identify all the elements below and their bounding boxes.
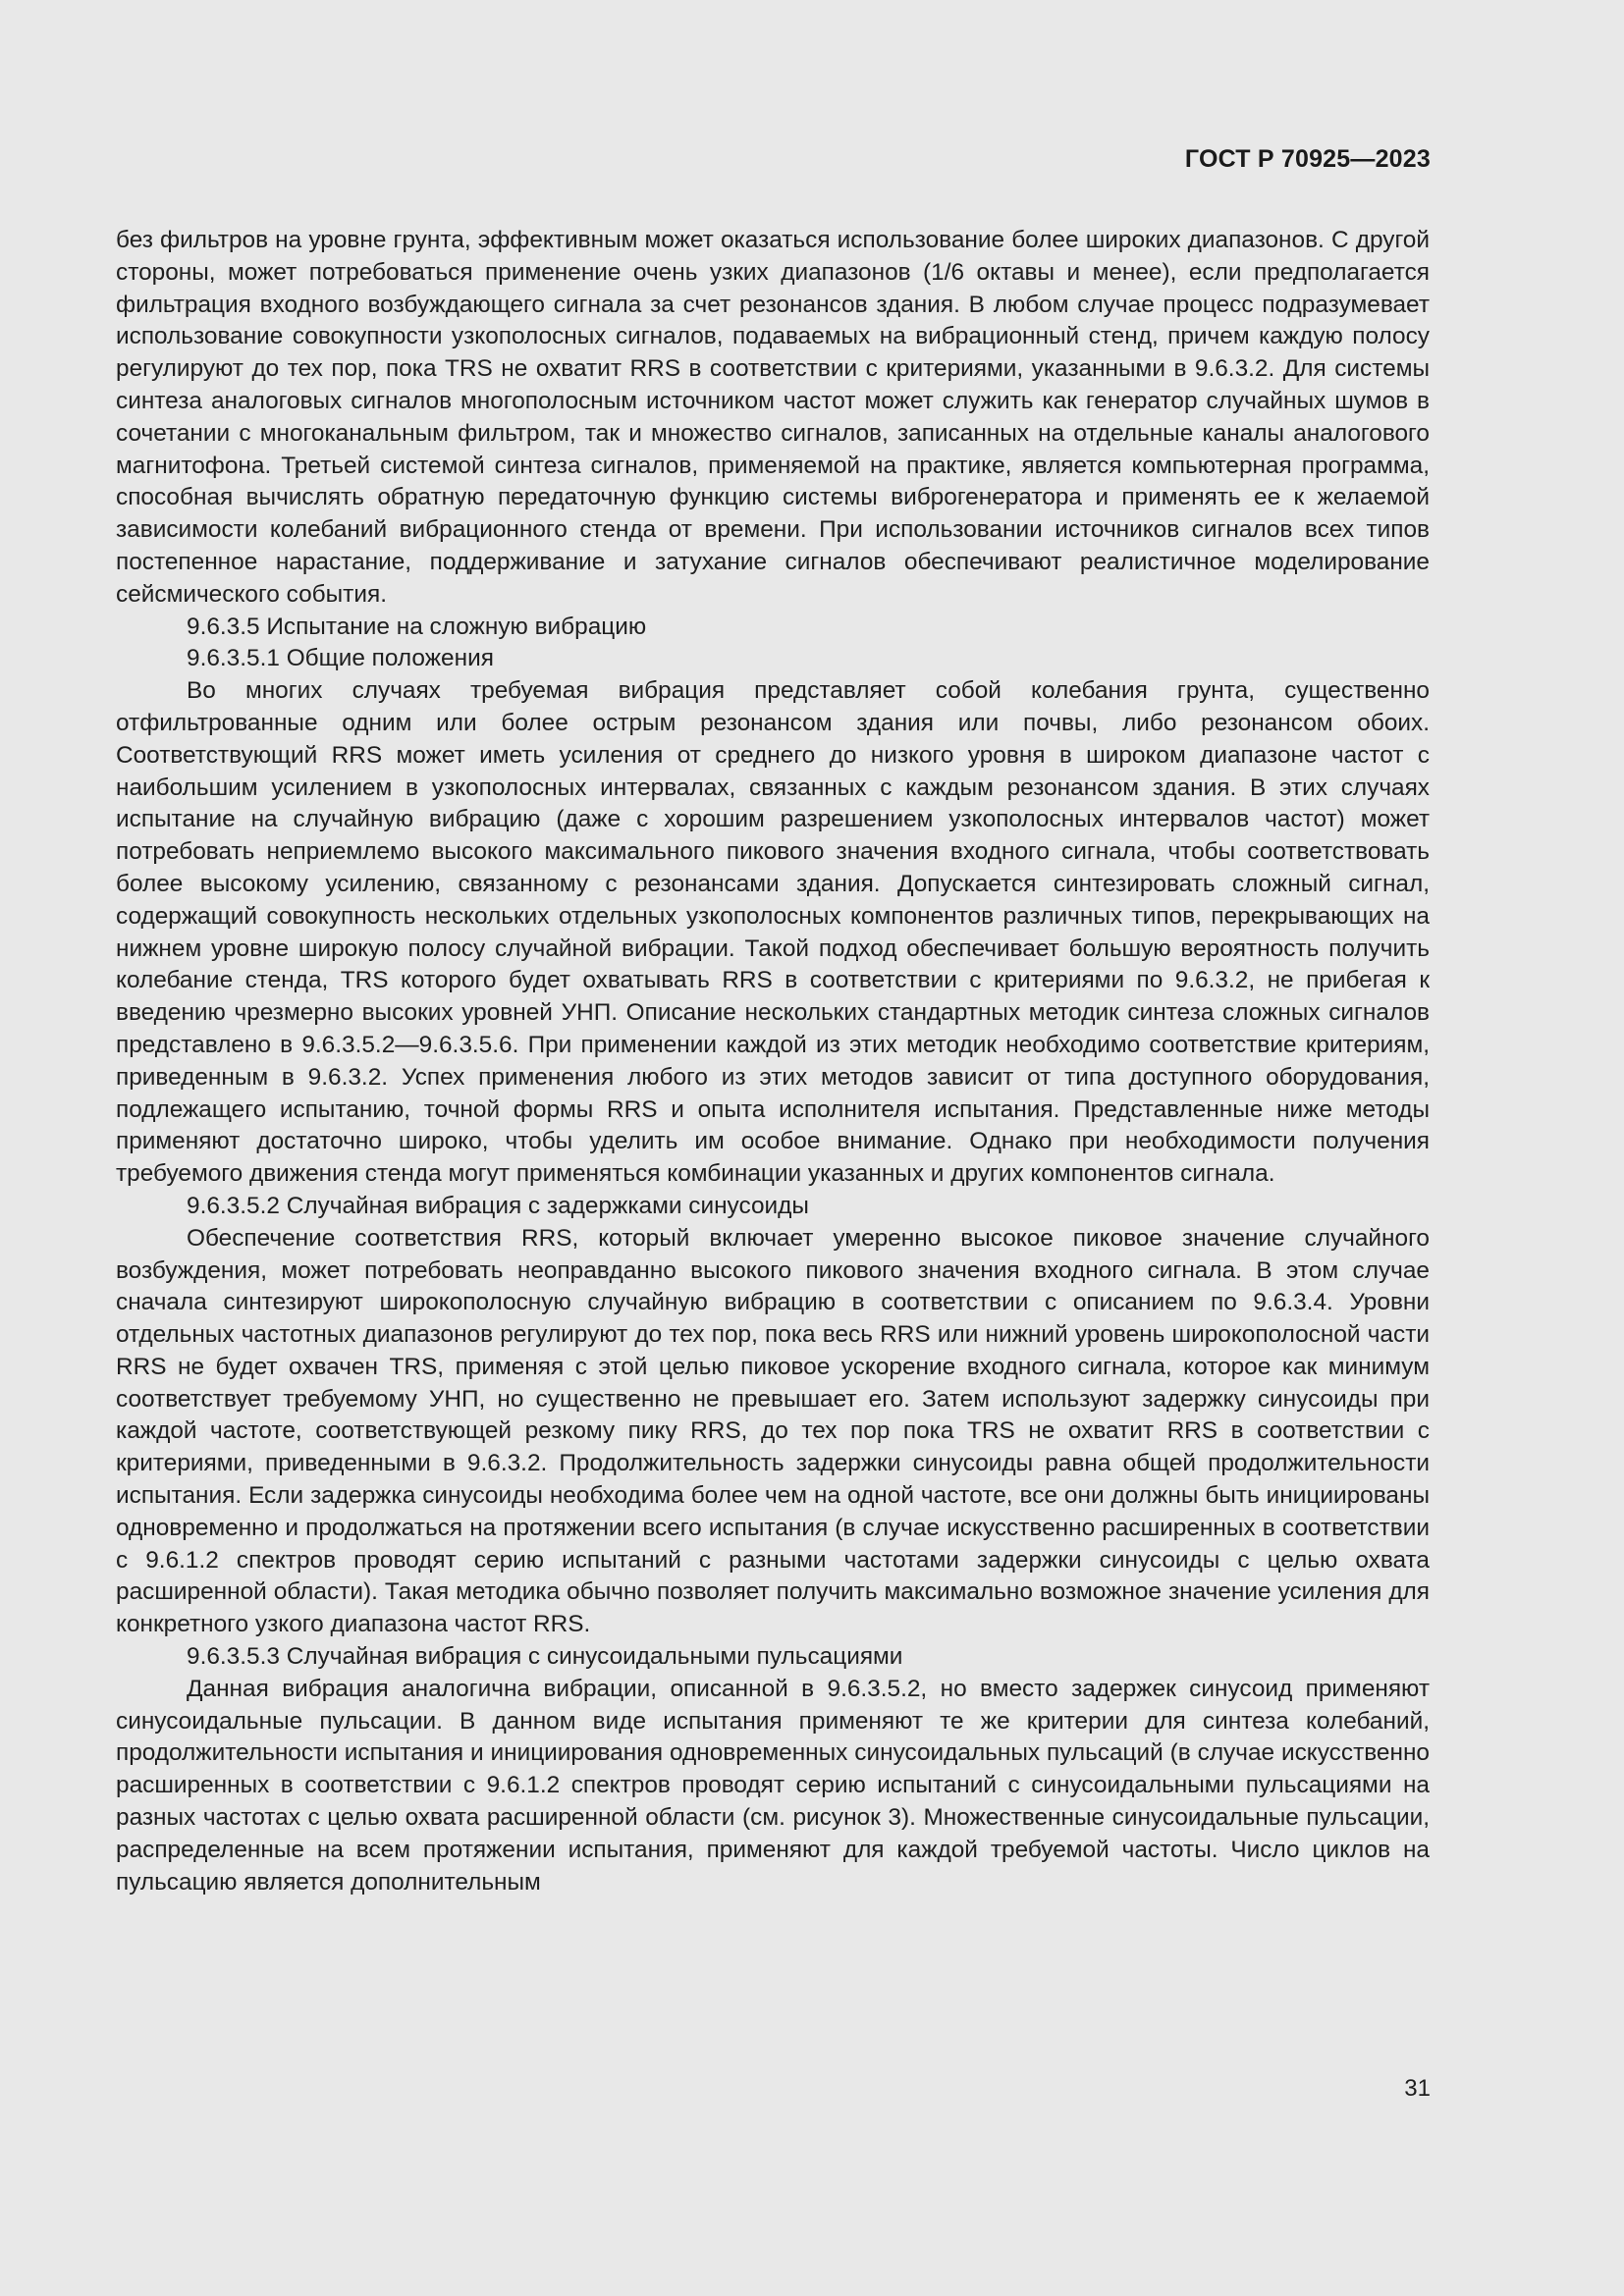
document-body xyxy=(116,225,1430,1898)
paragraph-sine-beats: Данная вибрация аналогична вибрации, описанной в 9.6.3.5.2, но вместо задержек синусоид применяют синусоидальные пульсации. В данном виде испытания применяют те же критерии для синтеза колебаний, продолжительности испытания и инициирования одновременных синусоидальных пульсаций (в случае искусственно расширенных в соответствии с 9.6.1.2 спектров проводят серию испытаний с синусоидальными пульсациями на разных частотах с целью охвата расширенной области (см. рисунок 3). Множественные синусоидальные пульсации, распределенные на всем протяжении испытания, применяют для каждой требуемой частоты. Число циклов на пульсацию является дополнительным xyxy=(116,1675,1430,1896)
section-heading-9-6-3-5-1: 9.6.3.5.1 Общие положения xyxy=(187,645,494,672)
paragraph-continuation: без фильтров на уровне грунта, эффективным может оказаться использование более широких диапазонов. С другой стороны, может потребоваться применение очень узких диапазонов (1/6 октавы и менее), если предполагается фильтрация входного возбуждающего сигнала за счет резонансов здания. В любом случае процесс подразумевает использование совокупности узкополосных сигналов, подаваемых на вибрационный стенд, причем каждую полосу регулируют до тех пор, пока TRS не охватит RRS в соответствии с критериями, указанными в 9.6.3.2. Для системы синтеза аналоговых сигналов многополосным источником частот может служить как генератор случайных шумов в сочетании с многоканальным фильтром, так и множество сигналов, записанных на отдельные каналы аналогового магнитофона. Третьей системой синтеза сигналов, применяемой на практике, является компьютерная программа, способная вычислять обратную передаточную функцию системы виброгенератора и применять ее к желаемой зависимости колебаний вибрационного стенда от времени. При использовании источников сигналов всех типов постепенное нарастание, поддерживание и затухание сигналов обеспечивают реалистичное моделирование сейсмического события. xyxy=(116,227,1430,608)
document-id-header: ГОСТ Р 70925—2023 xyxy=(1184,145,1431,173)
paragraph-general-provisions: Во многих случаях требуемая вибрация представляет собой колебания грунта, существенно отфильтрованные одним или более острым резонансом здания или почвы, либо резонансом обоих. Соответствующий RRS может иметь усиления от среднего до низкого уровня в широком диапазоне частот с наибольшим усилением в узкополосных интервалах, связанных с каждым резонансом здания. В этих случаях испытание на случайную вибрацию (даже с хорошим разрешением узкополосных интервалов частот) может потребовать неприемлемо высокого максимального пикового значения входного сигнала, чтобы соответствовать более высокому усилению, связанному с резонансами здания. Допускается синтезировать сложный сигнал, содержащий совокупность нескольких отдельных узкополосных компонентов различных типов, перекрывающих на нижнем уровне широкую полосу случайной вибрации. Такой подход обеспечивает большую вероятность получить колебание стенда, TRS которого будет охватывать RRS в соответствии с критериями по 9.6.3.2, не прибегая к введению чрезмерно высоких уровней УНП. Описание нескольких стандартных методик синтеза сложных сигналов представлено в 9.6.3.5.2—9.6.3.5.6. При применении каждой из этих методик необходимо соответствие критериям, приведенным в 9.6.3.2. Успех применения любого из этих методов зависит от типа доступного оборудования, подлежащего испытанию, точной формы RRS и опыта исполнителя испытания. Представленные ниже методы применяют достаточно широко, чтобы уделить им особое внимание. Однако при необходимости получения требуемого движения стенда могут применяться комбинации указанных и других компонентов сигнала. xyxy=(116,677,1430,1188)
section-heading-9-6-3-5-2: 9.6.3.5.2 Случайная вибрация с задержками синусоиды xyxy=(187,1192,809,1219)
paragraph-sine-dwell: Обеспечение соответствия RRS, который включает умеренно высокое пиковое значение случайного возбуждения, может потребовать неоправданно высокого пикового значения входного сигнала. В этом случае сначала синтезируют широкополосную случайную вибрацию в соответствии с описанием по 9.6.3.4. Уровни отдельных частотных диапазонов регулируют до тех пор, пока весь RRS или нижний уровень широкополосной части RRS не будет охвачен TRS, применяя с этой целью пиковое ускорение входного сигнала, которое как минимум соответствует требуемому УНП, но существенно не превышает его. Затем используют задержку синусоиды при каждой частоте, соответствующей резкому пику RRS, до тех пор пока TRS не охватит RRS в соответствии с критериями, приведенными в 9.6.3.2. Продолжительность задержки синусоиды равна общей продолжительности испытания. Если задержка синусоиды необходима более чем на одной частоте, все они должны быть инициированы одновременно и продолжаться на протяжении всего испытания (в случае искусственно расширенных в соответствии с 9.6.1.2 спектров проводят серию испытаний с разными частотами задержки синусоиды с целью охвата расширенной области). Такая методика обычно позволяет получить максимально возможное значение усиления для конкретного узкого диапазона частот RRS. xyxy=(116,1224,1430,1638)
section-heading-9-6-3-5-3: 9.6.3.5.3 Случайная вибрация с синусоидальными пульсациями xyxy=(187,1643,903,1671)
section-heading-9-6-3-5: 9.6.3.5 Испытание на сложную вибрацию xyxy=(187,613,647,640)
page-number: 31 xyxy=(1404,2075,1431,2102)
